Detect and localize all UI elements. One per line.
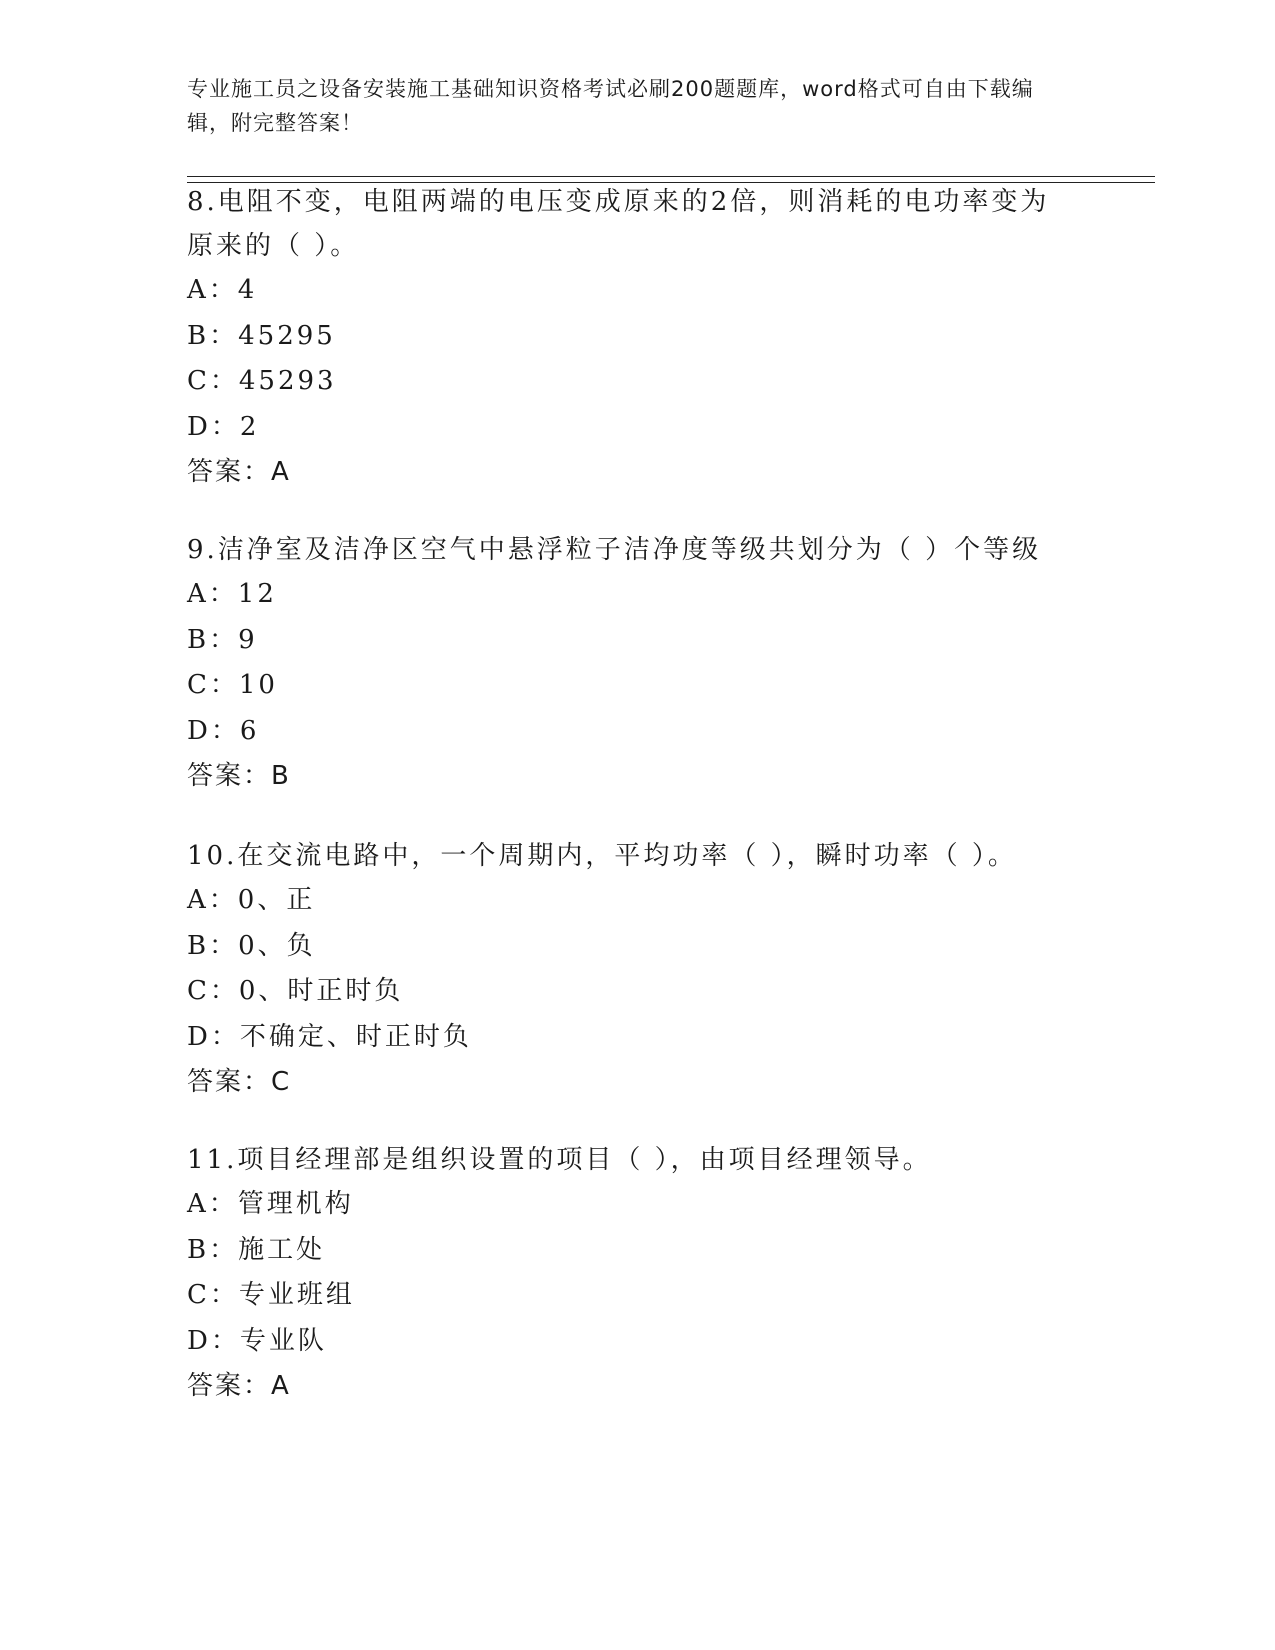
question-9 bbox=[187, 528, 1067, 799]
option-b: B：45295 bbox=[187, 320, 336, 351]
question-11 bbox=[187, 1138, 1067, 1409]
option-a: A：0、正 bbox=[187, 885, 316, 915]
option-b: B：施工处 bbox=[187, 1234, 326, 1265]
document-header bbox=[187, 72, 1067, 140]
header-text: 专业施工员之设备安装施工基础知识资格考试必刷200题题库，word格式可自由下载编辑，附完整答案！ bbox=[187, 77, 1034, 135]
option-c: C：0、时正时负 bbox=[187, 976, 404, 1006]
answer-label: 答案：A bbox=[187, 457, 291, 487]
answer-label: 答案：B bbox=[187, 761, 291, 791]
option-a: A：12 bbox=[187, 579, 277, 609]
option-c: C：45293 bbox=[187, 366, 337, 396]
answer-label: 答案：C bbox=[187, 1067, 292, 1097]
option-c: C：10 bbox=[187, 670, 278, 700]
question-stem: 8.电阻不变，电阻两端的电压变成原来的2倍，则消耗的电功率变为原来的（ ）。 bbox=[187, 187, 1050, 261]
option-a: A：管理机构 bbox=[187, 1189, 354, 1219]
question-stem: 9.洁净室及洁净区空气中悬浮粒子洁净度等级共划分为（ ）个等级 bbox=[187, 535, 1042, 565]
option-c: C：专业班组 bbox=[187, 1280, 355, 1310]
option-a: A：4 bbox=[187, 275, 258, 305]
option-d: D：不确定、时正时负 bbox=[187, 1021, 472, 1052]
option-b: B：0、负 bbox=[187, 930, 316, 961]
option-d: D：6 bbox=[187, 715, 260, 746]
option-d: D：专业队 bbox=[187, 1325, 327, 1356]
option-d: D：2 bbox=[187, 411, 260, 442]
question-10 bbox=[187, 834, 1067, 1105]
option-b: B：9 bbox=[187, 624, 258, 655]
question-stem: 10.在交流电路中，一个周期内，平均功率（ ），瞬时功率（ ）。 bbox=[187, 841, 1017, 871]
header-divider-top bbox=[187, 176, 1155, 177]
question-8 bbox=[187, 180, 1067, 495]
answer-label: 答案：A bbox=[187, 1371, 291, 1401]
question-stem: 11.项目经理部是组织设置的项目（ ），由项目经理领导。 bbox=[187, 1145, 932, 1175]
